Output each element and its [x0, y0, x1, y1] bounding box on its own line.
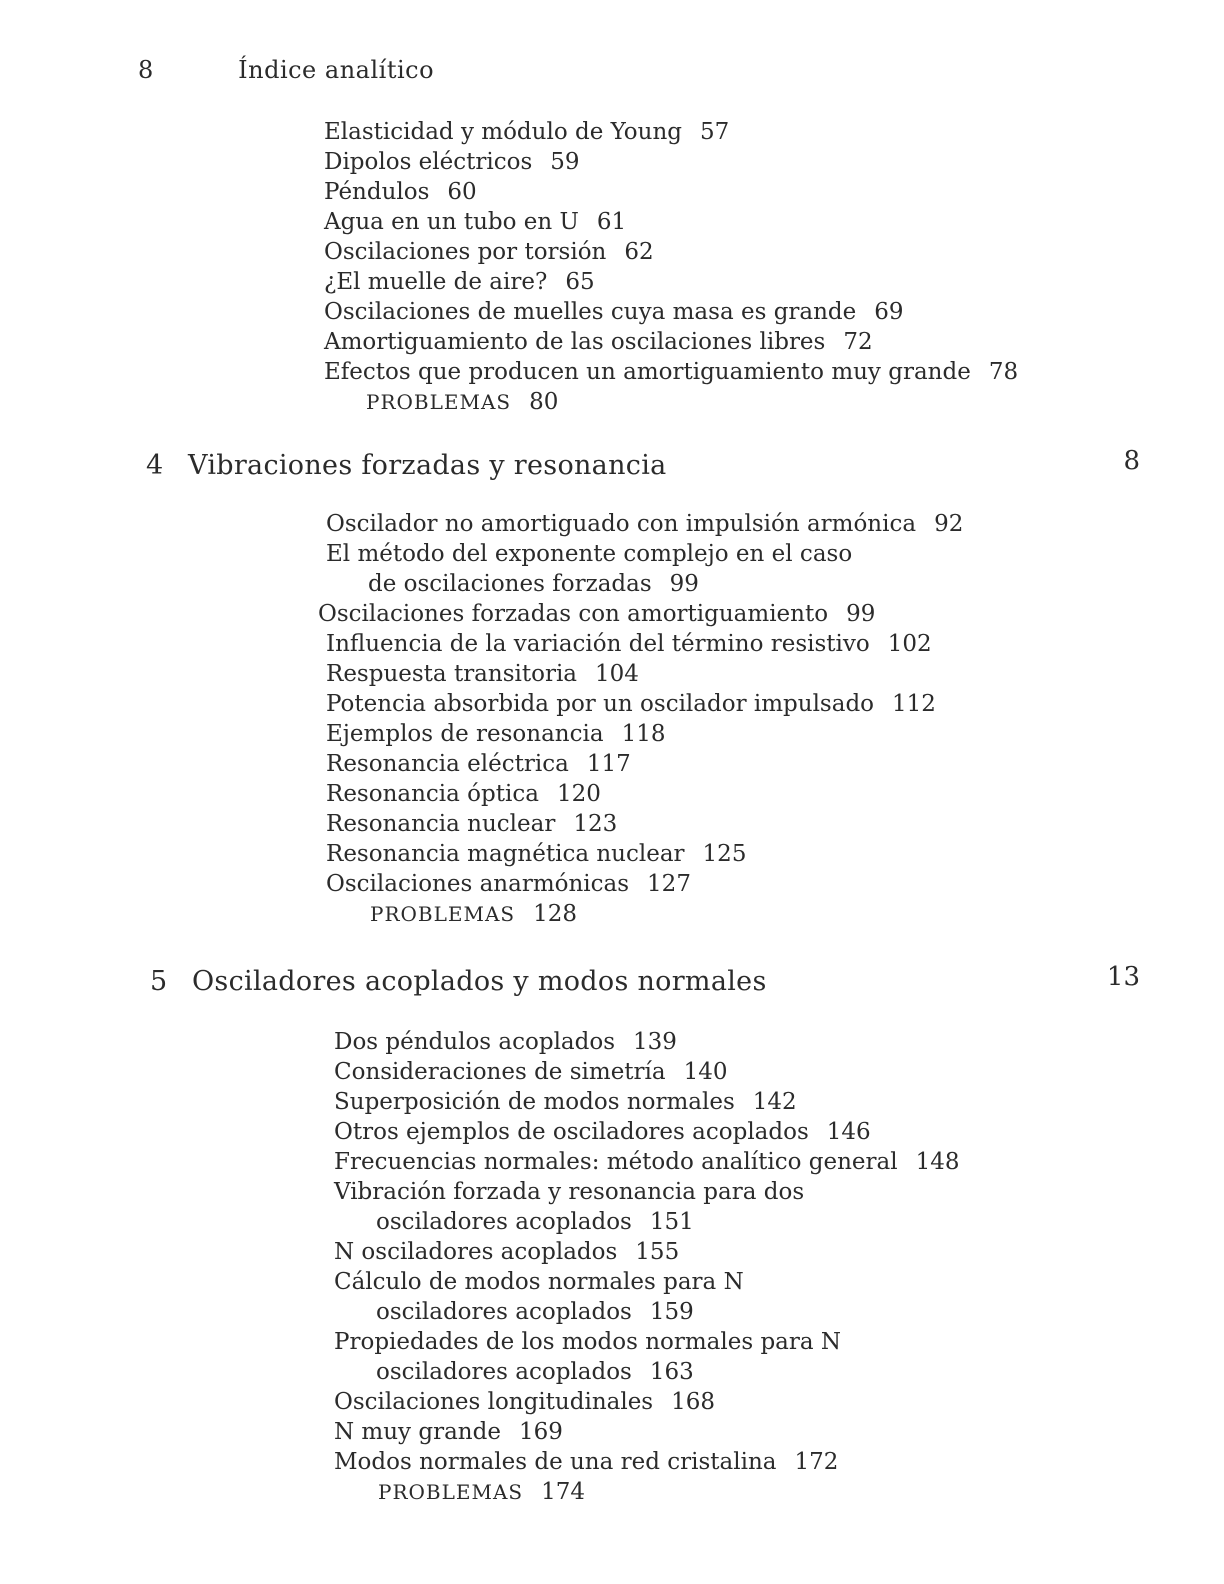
toc-entry: de oscilaciones forzadas 99	[368, 571, 699, 597]
toc-entry: Oscilaciones longitudinales 168	[334, 1389, 716, 1415]
toc-entry-problems: PROBLEMAS 128	[370, 901, 578, 927]
chapter-number: 5	[150, 966, 168, 997]
toc-entry-problems: PROBLEMAS 174	[378, 1479, 586, 1505]
toc-entry: osciladores acoplados 163	[376, 1359, 694, 1385]
chapter-title: Vibraciones forzadas y resonancia	[188, 450, 667, 481]
toc-entry: Ejemplos de resonancia 118	[326, 721, 666, 747]
toc-entry: Influencia de la variación del término resistivo 102	[326, 631, 932, 657]
toc-entry: Oscilador no amortiguado con impulsión armónica 92	[326, 511, 964, 537]
toc-entry: Vibración forzada y resonancia para dos	[334, 1179, 805, 1205]
toc-entry: Péndulos 60	[324, 179, 477, 205]
toc-entry: osciladores acoplados 151	[376, 1209, 694, 1235]
chapter-number: 4	[146, 450, 164, 481]
toc-entry: Oscilaciones de muelles cuya masa es grande 69	[324, 299, 904, 325]
toc-entry: Dipolos eléctricos 59	[324, 149, 580, 175]
toc-entry: Otros ejemplos de osciladores acoplados 146	[334, 1119, 871, 1145]
toc-entry: Cálculo de modos normales para N	[334, 1269, 744, 1295]
toc-entry: Agua en un tubo en U 61	[324, 209, 627, 235]
toc-entry: N muy grande 169	[334, 1419, 563, 1445]
chapter-5-heading	[150, 966, 767, 997]
toc-entry: Amortiguamiento de las oscilaciones libres 72	[324, 329, 873, 355]
chapter-4-heading	[146, 450, 667, 481]
toc-entry: Oscilaciones anarmónicas 127	[326, 871, 691, 897]
chapter-4-page: 8	[1123, 446, 1140, 476]
toc-entry: Resonancia eléctrica 117	[326, 751, 631, 777]
running-head-title: Índice analítico	[238, 56, 435, 84]
toc-entry: Resonancia magnética nuclear 125	[326, 841, 747, 867]
toc-entry: Superposición de modos normales 142	[334, 1089, 797, 1115]
toc-entry: Potencia absorbida por un oscilador impulsado 112	[326, 691, 936, 717]
chapter-title: Osciladores acoplados y modos normales	[192, 966, 767, 997]
toc-entry: Consideraciones de simetría 140	[334, 1059, 728, 1085]
toc-entry: Dos péndulos acoplados 139	[334, 1029, 677, 1055]
toc-entry: El método del exponente complejo en el caso	[326, 541, 853, 567]
toc-entry: Oscilaciones forzadas con amortiguamiento 99	[318, 601, 876, 627]
page-number: 8	[138, 56, 154, 84]
toc-entry: Modos normales de una red cristalina 172	[334, 1449, 839, 1475]
toc-entry: Resonancia nuclear 123	[326, 811, 618, 837]
toc-entry: Elasticidad y módulo de Young 57	[324, 119, 730, 145]
toc-entry: Frecuencias normales: método analítico general 148	[334, 1149, 960, 1175]
toc-entry: osciladores acoplados 159	[376, 1299, 694, 1325]
toc-entry: N osciladores acoplados 155	[334, 1239, 680, 1265]
toc-entry: Respuesta transitoria 104	[326, 661, 639, 687]
chapter-5-page: 13	[1106, 962, 1140, 992]
running-head	[138, 56, 434, 84]
toc-entry: Resonancia óptica 120	[326, 781, 601, 807]
toc-entry: Propiedades de los modos normales para N	[334, 1329, 842, 1355]
toc-entry: Efectos que producen un amortiguamiento muy grande 78	[324, 359, 1019, 385]
toc-entry: Oscilaciones por torsión 62	[324, 239, 654, 265]
toc-entry-problems: PROBLEMAS 80	[366, 389, 559, 415]
toc-entry: ¿El muelle de aire? 65	[324, 269, 595, 295]
